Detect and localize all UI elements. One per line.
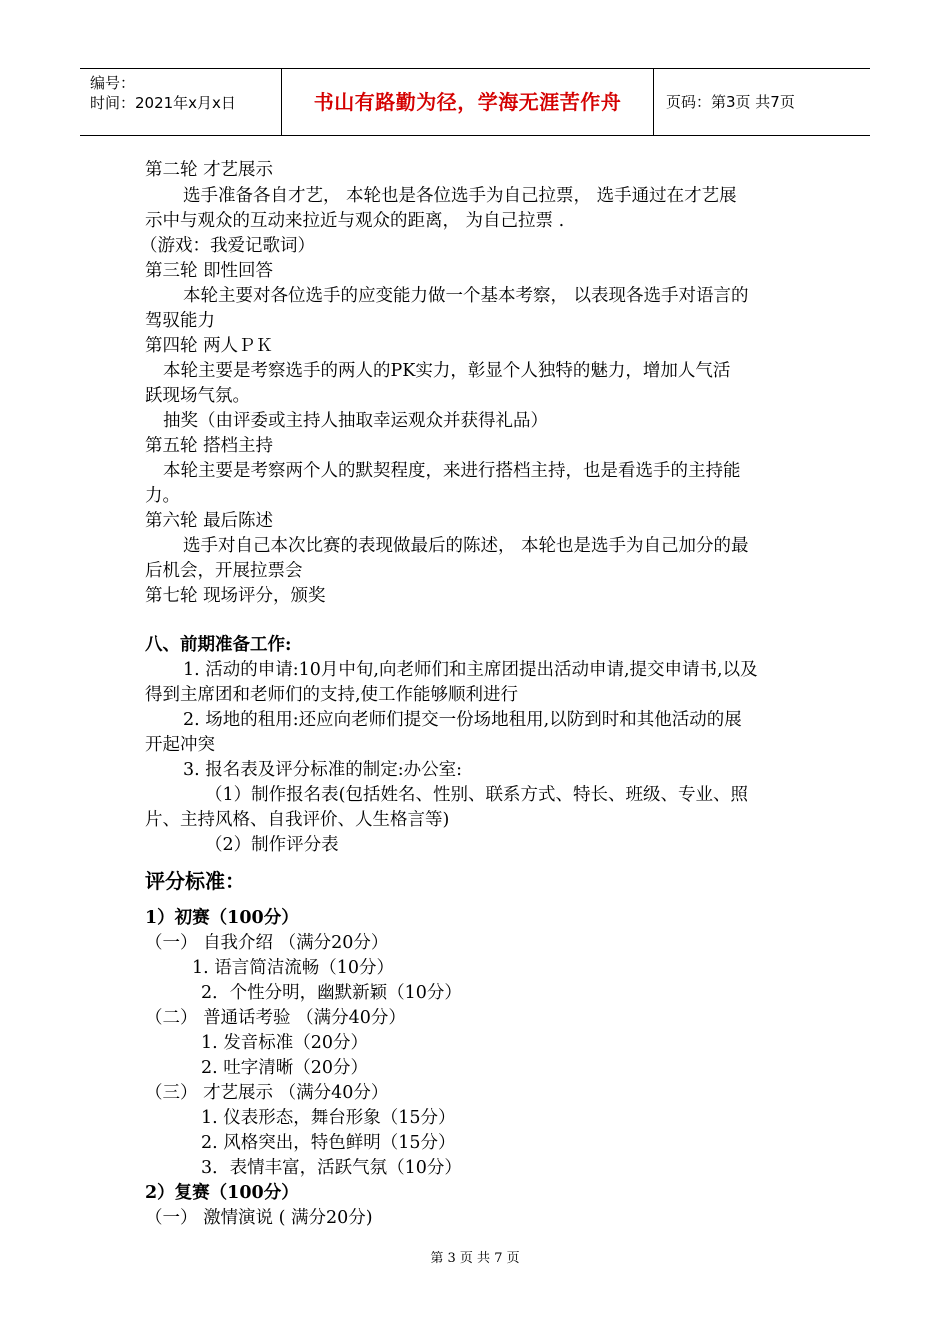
paragraph-line: 抽奖（由评委或主持人抽取幸运观众并获得礼品） — [163, 411, 548, 431]
paragraph-line: 驾驭能力 — [145, 311, 215, 331]
round-5-title: 第五轮 搭档主持 — [145, 436, 274, 456]
criteria-item: 3．表情丰富，活跃气氛（10分） — [201, 1158, 462, 1178]
criteria-item: 1. 仪表形态，舞台形象（15分） — [201, 1108, 456, 1128]
round-6-title: 第六轮 最后陈述 — [145, 511, 274, 531]
header-motto: 书山有路勤为径，学海无涯苦作舟 — [282, 69, 654, 135]
paragraph-line: 示中与观众的互动来拉近与观众的距离， 为自己拉票 . — [145, 211, 565, 231]
paragraph-line: 1. 活动的申请:10月中旬,向老师们和主席团提出活动申请,提交申请书,以及 — [183, 660, 758, 680]
page-header — [80, 68, 870, 136]
header-page: 页码：第3页 共7页 — [666, 93, 795, 111]
scoring-heading: 评分标准： — [145, 869, 245, 893]
round-3-title: 第三轮 即性回答 — [145, 261, 274, 281]
round-2-title: 第二轮 才艺展示 — [145, 160, 274, 180]
section-heading: 八、前期准备工作: — [145, 635, 292, 655]
paragraph-line: 片、主持风格、自我评价、人生格言等) — [145, 810, 450, 830]
paragraph-line: 2. 场地的租用:还应向老师们提交一份场地租用,以防到时和其他活动的展 — [183, 710, 742, 730]
paragraph-line: （2）制作评分表 — [205, 835, 339, 855]
paragraph-line: 后机会，开展拉票会 — [145, 561, 303, 581]
paragraph-line: 力。 — [145, 486, 180, 506]
header-number: 编号： — [90, 74, 136, 92]
paragraph-line: （1）制作报名表(包括姓名、性别、联系方式、特长、班级、专业、照 — [205, 785, 748, 805]
criteria-group: （三） 才艺展示 （满分40分） — [145, 1083, 389, 1103]
criteria-item: 1. 发音标准（20分） — [201, 1033, 369, 1053]
criteria-item: 2．个性分明，幽默新颖（10分） — [201, 983, 462, 1003]
criteria-group: （一） 激情演说 ( 满分20分) — [145, 1208, 373, 1228]
page-footer: 第 3 页 共 7 页 — [430, 1251, 520, 1266]
criteria-item: 2. 风格突出，特色鲜明（15分） — [201, 1133, 456, 1153]
paragraph-line: 开起冲突 — [145, 735, 215, 755]
paragraph-line: （游戏：我爱记歌词） — [140, 236, 315, 256]
criteria-item: 1. 语言简洁流畅（10分） — [192, 958, 395, 978]
paragraph-line: 本轮主要对各位选手的应变能力做一个基本考察， 以表现各选手对语言的 — [183, 286, 749, 306]
paragraph-line: 本轮主要是考察两个人的默契程度，来进行搭档主持，也是看选手的主持能 — [163, 461, 741, 481]
criteria-group: （一） 自我介绍 （满分20分） — [145, 933, 389, 953]
paragraph-line: 本轮主要是考察选手的两人的PK实力，彰显个人独特的魅力，增加人气活 — [163, 361, 731, 381]
header-date: 时间：2021年x月x日 — [90, 94, 236, 112]
paragraph-line: 选手对自己本次比赛的表现做最后的陈述， 本轮也是选手为自己加分的最 — [183, 536, 749, 556]
paragraph-line: 跃现场气氛。 — [145, 386, 250, 406]
round-7-title: 第七轮 现场评分，颁奖 — [145, 586, 326, 606]
round-4-title: 第四轮 两人ＰＫ — [145, 336, 274, 356]
subsection-heading: 1）初赛（100分） — [145, 908, 299, 928]
header-meta — [80, 69, 282, 135]
subsection-heading: 2）复赛（100分） — [145, 1183, 299, 1203]
criteria-group: （二） 普通话考验 （满分40分） — [145, 1008, 406, 1028]
paragraph-line: 3. 报名表及评分标准的制定:办公室: — [183, 760, 463, 780]
paragraph-line: 选手准备各自才艺， 本轮也是各位选手为自己拉票， 选手通过在才艺展 — [183, 186, 737, 206]
criteria-item: 2. 吐字清晰（20分） — [201, 1058, 369, 1078]
paragraph-line: 得到主席团和老师们的支持,使工作能够顺利进行 — [145, 685, 519, 705]
